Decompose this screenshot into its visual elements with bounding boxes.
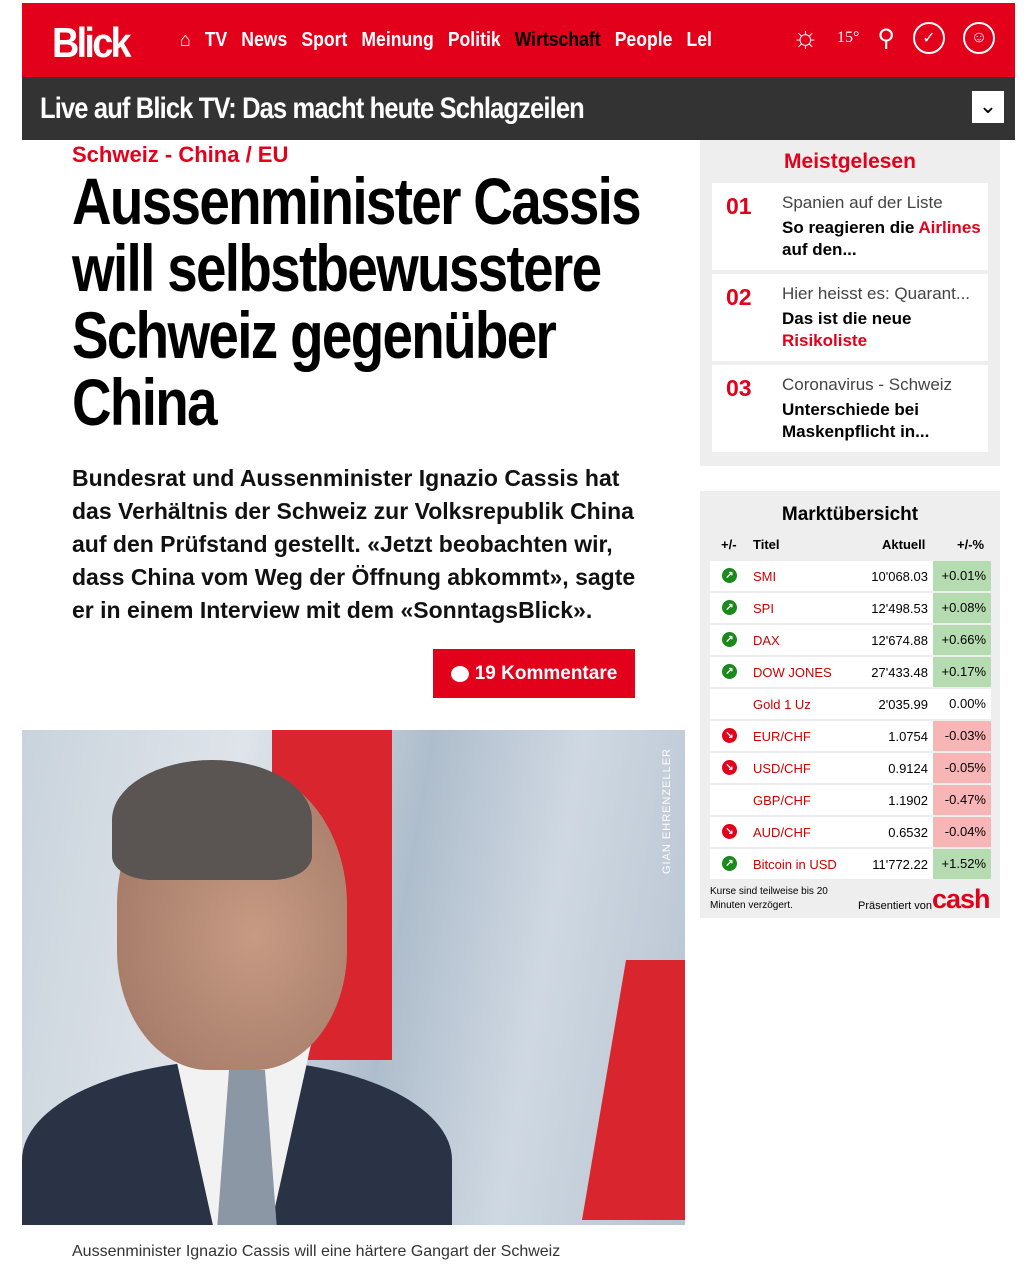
market-title: Marktübersicht [781, 504, 919, 525]
market-change: -0.05% [933, 753, 991, 783]
headline-highlight: Airlines [918, 218, 981, 237]
market-change: +0.17% [933, 657, 991, 687]
temperature: 15° [837, 29, 860, 46]
market-name[interactable]: EUR/CHF [753, 729, 811, 744]
market-value: 1.1902 [888, 793, 928, 808]
list-item[interactable] [712, 274, 988, 361]
market-row[interactable] [710, 817, 991, 847]
market-name[interactable]: SMI [753, 569, 777, 584]
market-change: +0.08% [933, 593, 991, 623]
headline-part: Unterschiede bei Maskenpflicht in... [782, 400, 930, 441]
headline-part: auf den... [782, 240, 857, 259]
weather-sun-icon[interactable]: ☼ [791, 21, 820, 54]
market-name[interactable]: USD/CHF [753, 761, 811, 776]
user-icon[interactable]: ☺ [963, 22, 995, 54]
cash-logo[interactable]: cash [932, 884, 990, 914]
kicker: Coronavirus - Schweiz [782, 375, 953, 394]
nav-leben[interactable]: Lel [686, 29, 712, 51]
market-value: 12'674.88 [871, 633, 928, 648]
footnote: Kurse sind teilweise bis 20 Minuten verzögert. [710, 886, 828, 911]
col-title: Titel [753, 537, 780, 552]
nav-sport[interactable]: Sport [301, 29, 348, 51]
top-nav [22, 0, 1015, 77]
kicker: Hier heisst es: Quarant... [782, 284, 971, 303]
col-trend: +/- [721, 537, 737, 552]
photo-credit: GIAN EHRENZELLER [661, 748, 673, 875]
market-change: +0.01% [933, 561, 991, 591]
rank: 02 [726, 284, 752, 310]
market-value: 1.0754 [888, 729, 928, 744]
market-row[interactable] [710, 849, 991, 879]
market-row[interactable] [710, 721, 991, 751]
header-icons [792, 21, 995, 55]
trend-down-icon: ↘ [722, 824, 737, 839]
meistgelesen-title: Meistgelesen [784, 150, 916, 173]
market-change: +0.66% [933, 625, 991, 655]
trend-up-icon: ↗ [722, 856, 737, 871]
trend-down-icon: ↘ [722, 760, 737, 775]
shield-check-icon[interactable]: ✓ [913, 22, 945, 54]
col-current: Aktuell [882, 537, 926, 552]
market-name[interactable]: SPI [753, 601, 774, 616]
market-name[interactable]: GBP/CHF [753, 793, 811, 808]
nav-menu [180, 29, 712, 52]
headline [782, 399, 982, 443]
market-row[interactable] [710, 785, 991, 815]
market-name[interactable]: Bitcoin in USD [753, 857, 837, 872]
headline-part: Das ist die neue [782, 309, 912, 328]
trend-up-icon: ↗ [722, 568, 737, 583]
home-icon[interactable]: ⌂ [180, 29, 191, 51]
headline [782, 217, 982, 261]
headline-highlight: Risikoliste [782, 331, 868, 350]
market-value: 12'498.53 [871, 601, 928, 616]
blick-logo[interactable]: Blick [52, 19, 129, 66]
market-change: -0.47% [933, 785, 991, 815]
market-name[interactable]: AUD/CHF [753, 825, 811, 840]
market-row[interactable] [710, 593, 991, 623]
flag-red-right [582, 960, 685, 1220]
presented-by: Präsentiert von [858, 900, 932, 912]
market-row[interactable] [710, 625, 991, 655]
trend-up-icon: ↗ [722, 664, 737, 679]
market-value: 2'035.99 [878, 697, 928, 712]
photo-caption: Aussenminister Ignazio Cassis will eine härtere Gangart der Schweiz [72, 1243, 561, 1260]
article-title: Aussenminister Cassis will selbstbewusstere Schweiz gegenüber China [72, 164, 640, 439]
market-value: 11'772.22 [872, 857, 928, 872]
market-change: -0.03% [933, 721, 991, 751]
market-value: 0.9124 [888, 761, 928, 776]
market-value: 0.6532 [888, 825, 928, 840]
market-row[interactable] [710, 689, 991, 719]
market-change: -0.04% [933, 817, 991, 847]
headline-part: So reagieren die [782, 218, 919, 237]
kicker: Spanien auf der Liste [782, 193, 943, 212]
market-row[interactable] [710, 657, 991, 687]
rank: 03 [726, 375, 752, 401]
col-change: +/-% [957, 537, 985, 552]
market-value: 10'068.03 [871, 569, 928, 584]
article-lead: Bundesrat und Aussenminister Ignazio Cassis hat das Verhältnis der Schweiz zur Volksrepublik China auf den Prüfstand gestellt. «Jetzt beobachten wir, dass China vom Weg der Öffnung abkommt», sagte er in einem Interview mit dem «SonntagsBlick». [72, 465, 636, 623]
article-photo[interactable] [22, 730, 685, 1225]
trend-up-icon: ↗ [722, 600, 737, 615]
nav-tv[interactable]: TV [204, 29, 228, 51]
list-item[interactable] [712, 365, 988, 452]
market-name[interactable]: DOW JONES [753, 665, 832, 680]
market-row[interactable] [710, 753, 991, 783]
breadcrumb[interactable]: Schweiz - China / EU [72, 142, 289, 167]
market-name[interactable]: DAX [753, 633, 780, 648]
market-row[interactable] [710, 561, 991, 591]
comments-label: 19 Kommentare [474, 662, 618, 684]
photo-hair [112, 760, 312, 880]
nav-meinung[interactable]: Meinung [361, 29, 434, 51]
meistgelesen-box [700, 140, 1000, 466]
comments-button[interactable] [433, 649, 635, 698]
market-value: 27'433.48 [871, 665, 928, 680]
headline [782, 308, 982, 352]
nav-politik[interactable]: Politik [447, 29, 501, 51]
chevron-down-icon[interactable]: ⌄ [972, 91, 1004, 123]
nav-people[interactable]: People [614, 29, 673, 51]
market-overview [700, 491, 1000, 918]
trend-down-icon: ↘ [722, 728, 737, 743]
comment-icon [451, 666, 469, 682]
nav-wirtschaft[interactable]: Wirtschaft [514, 29, 601, 51]
market-name[interactable]: Gold 1 Uz [753, 697, 811, 712]
live-banner-text[interactable]: Live auf Blick TV: Das macht heute Schlagzeilen [40, 92, 584, 125]
market-change: +1.52% [933, 849, 991, 879]
trend-up-icon: ↗ [722, 632, 737, 647]
nav-news[interactable]: News [241, 29, 288, 51]
list-item[interactable] [712, 183, 988, 270]
live-banner[interactable] [22, 77, 1015, 140]
search-icon[interactable]: ⚲ [877, 24, 895, 52]
rank: 01 [726, 193, 752, 219]
market-change: 0.00% [933, 689, 991, 719]
